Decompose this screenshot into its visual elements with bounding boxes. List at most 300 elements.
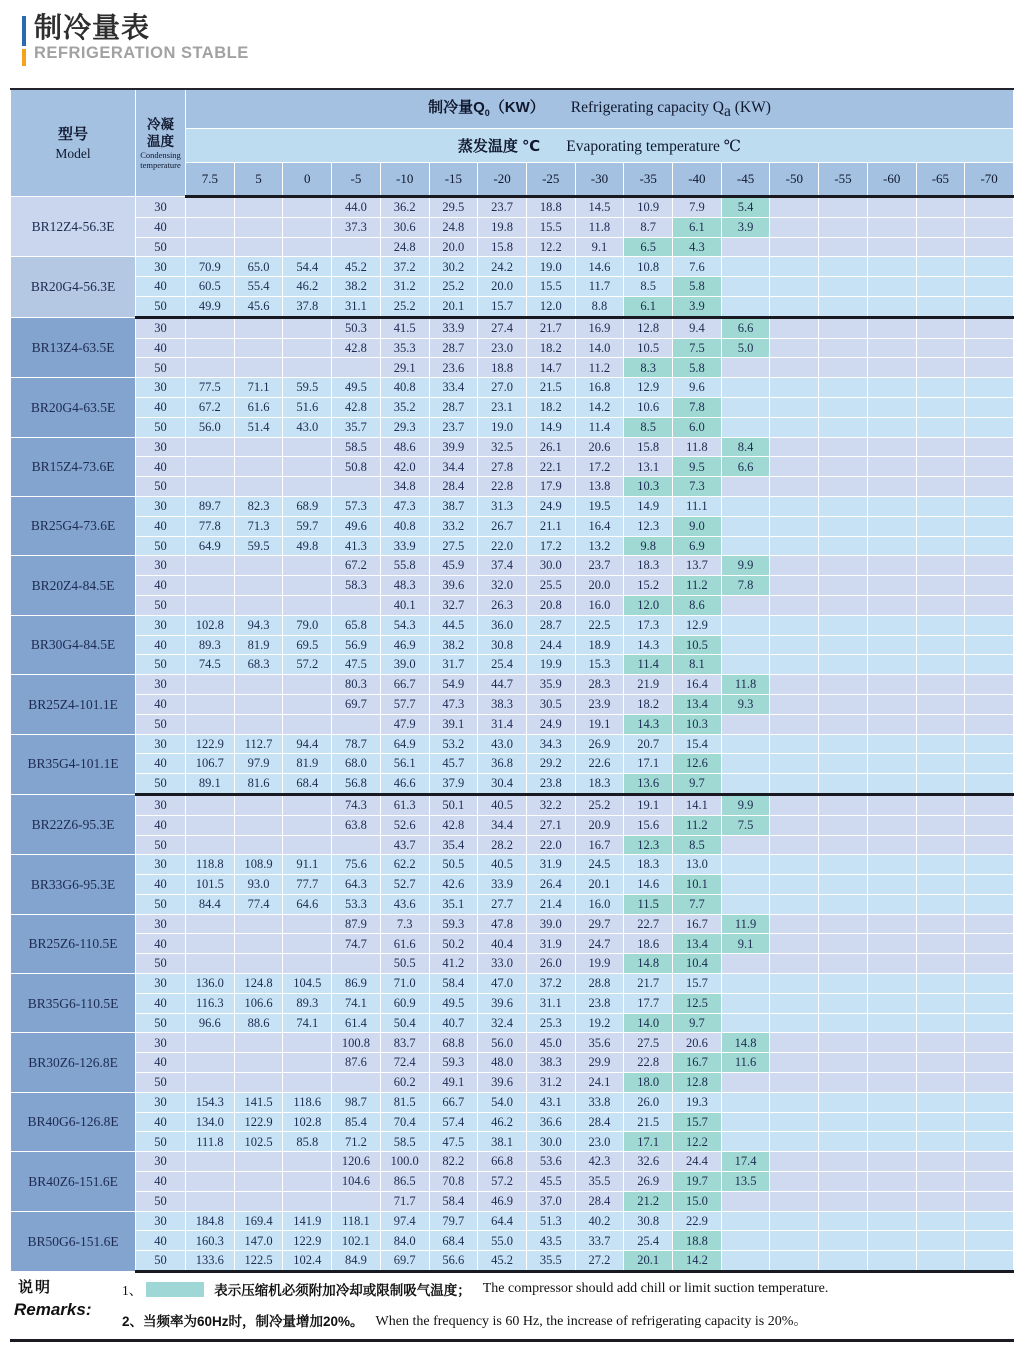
- title-accent-bar-orange: [22, 49, 26, 66]
- condensing-column-header: 冷凝 温度 Condensing temperature: [136, 89, 186, 197]
- capacity-cell: 10.4: [673, 954, 722, 974]
- capacity-cell: 8.3: [624, 358, 673, 378]
- capacity-cell: 16.7: [575, 835, 624, 855]
- capacity-cell: 85.8: [283, 1132, 332, 1152]
- capacity-cell: 133.6: [186, 1251, 235, 1272]
- capacity-cell: 49.6: [332, 516, 381, 536]
- capacity-cell: 44.7: [478, 675, 527, 695]
- capacity-cell: 55.4: [234, 277, 283, 297]
- capacity-cell: [283, 1191, 332, 1211]
- capacity-cell: [867, 1251, 916, 1272]
- capacity-cell: 13.4: [673, 694, 722, 714]
- capacity-cell: [283, 934, 332, 954]
- capacity-cell: 22.6: [575, 754, 624, 774]
- capacity-cell: 60.5: [186, 277, 235, 297]
- capacity-cell: [283, 714, 332, 734]
- capacity-cell: [867, 317, 916, 338]
- capacity-cell: 70.9: [186, 257, 235, 277]
- capacity-cell: [965, 257, 1014, 277]
- capacity-cell: [867, 338, 916, 358]
- capacity-cell: 118.6: [283, 1092, 332, 1112]
- capacity-cell: 11.4: [624, 655, 673, 675]
- capacity-cell: 74.3: [332, 794, 381, 815]
- capacity-cell: 79.0: [283, 615, 332, 635]
- capacity-cell: 102.5: [234, 1132, 283, 1152]
- capacity-cell: [283, 338, 332, 358]
- capacity-cell: [283, 794, 332, 815]
- capacity-cell: 9.0: [673, 516, 722, 536]
- capacity-cell: 106.7: [186, 754, 235, 774]
- capacity-cell: 9.3: [721, 694, 770, 714]
- capacity-cell: [721, 397, 770, 417]
- capacity-cell: [283, 556, 332, 576]
- capacity-cell: [867, 694, 916, 714]
- table-row: [11, 397, 1014, 417]
- capacity-cell: [186, 358, 235, 378]
- capacity-cell: 62.2: [380, 855, 429, 875]
- remark-1-zh: 表示压缩机必须附加冷却或限制吸气温度；: [214, 1283, 471, 1298]
- capacity-cell: [283, 358, 332, 378]
- capacity-cell: [721, 894, 770, 914]
- capacity-cell: 45.6: [234, 296, 283, 317]
- capacity-cell: [867, 1013, 916, 1033]
- capacity-cell: [186, 595, 235, 615]
- capacity-cell: [234, 477, 283, 497]
- capacity-cell: [721, 835, 770, 855]
- table-row: [11, 815, 1014, 835]
- remark-2-zh: 2、当频率为60Hz时，制冷量增加20%。: [122, 1314, 364, 1329]
- capacity-cell: [819, 556, 868, 576]
- table-row: [11, 556, 1014, 576]
- capacity-cell: 54.9: [429, 675, 478, 695]
- capacity-cell: 15.7: [478, 296, 527, 317]
- capacity-cell: 74.7: [332, 934, 381, 954]
- capacity-cell: [819, 993, 868, 1013]
- capacity-cell: 40.2: [575, 1211, 624, 1231]
- table-row: [11, 855, 1014, 875]
- capacity-cell: [965, 1172, 1014, 1192]
- capacity-cell: 22.7: [624, 914, 673, 934]
- capacity-cell: 57.7: [380, 694, 429, 714]
- capacity-cell: [332, 1191, 381, 1211]
- capacity-cell: 30.0: [526, 1132, 575, 1152]
- capacity-cell: 6.6: [721, 457, 770, 477]
- capacity-cell: [283, 815, 332, 835]
- capacity-cell: 19.8: [478, 217, 527, 237]
- capacity-cell: [186, 576, 235, 596]
- capacity-cell: [770, 1251, 819, 1272]
- capacity-cell: [916, 1073, 965, 1093]
- model-name: BR30G4-84.5E: [11, 615, 136, 674]
- condensing-temp-cell: 30: [136, 1211, 186, 1231]
- capacity-cell: 35.6: [575, 1033, 624, 1053]
- condensing-temp-cell: 40: [136, 934, 186, 954]
- capacity-cell: 20.6: [575, 437, 624, 457]
- condensing-temp-cell: 30: [136, 197, 186, 218]
- capacity-cell: 28.2: [478, 835, 527, 855]
- capacity-cell: 15.0: [673, 1191, 722, 1211]
- remarks-section: [14, 1278, 1010, 1341]
- temp-column-header: -25: [526, 163, 575, 197]
- capacity-cell: [916, 1053, 965, 1073]
- capacity-cell: 5.4: [721, 197, 770, 218]
- capacity-cell: [770, 378, 819, 398]
- capacity-cell: [965, 1013, 1014, 1033]
- capacity-cell: 15.8: [478, 237, 527, 257]
- condensing-temp-cell: 40: [136, 815, 186, 835]
- capacity-cell: 71.1: [234, 378, 283, 398]
- capacity-cell: [916, 457, 965, 477]
- capacity-cell: [234, 1053, 283, 1073]
- capacity-cell: 7.8: [673, 397, 722, 417]
- capacity-cell: 46.2: [283, 277, 332, 297]
- capacity-cell: 51.6: [283, 397, 332, 417]
- condensing-temp-cell: 40: [136, 338, 186, 358]
- capacity-cell: [770, 954, 819, 974]
- capacity-cell: 17.9: [526, 477, 575, 497]
- capacity-cell: 47.3: [380, 496, 429, 516]
- capacity-cell: [770, 317, 819, 338]
- capacity-cell: [234, 694, 283, 714]
- capacity-cell: [965, 1053, 1014, 1073]
- capacity-cell: [770, 615, 819, 635]
- capacity-cell: 59.5: [283, 378, 332, 398]
- capacity-cell: 18.2: [624, 694, 673, 714]
- capacity-cell: 25.2: [575, 794, 624, 815]
- condensing-temp-cell: 50: [136, 417, 186, 437]
- capacity-cell: [965, 516, 1014, 536]
- capacity-cell: 93.0: [234, 875, 283, 895]
- capacity-cell: [965, 1191, 1014, 1211]
- capacity-cell: [721, 993, 770, 1013]
- remark-1-en: The compressor should add chill or limit suction temperature.: [482, 1281, 829, 1296]
- capacity-cell: [965, 655, 1014, 675]
- capacity-cell: 78.7: [332, 734, 381, 754]
- condensing-temp-cell: 40: [136, 993, 186, 1013]
- condensing-temp-cell: 50: [136, 477, 186, 497]
- capacity-cell: [916, 516, 965, 536]
- capacity-cell: [186, 1053, 235, 1073]
- temp-column-header: -65: [916, 163, 965, 197]
- capacity-cell: 58.3: [332, 576, 381, 596]
- capacity-cell: 23.0: [478, 338, 527, 358]
- capacity-cell: 89.3: [283, 993, 332, 1013]
- capacity-cell: 7.9: [673, 197, 722, 218]
- capacity-cell: [819, 1172, 868, 1192]
- capacity-cell: 28.3: [575, 675, 624, 695]
- condensing-temp-cell: 30: [136, 1152, 186, 1172]
- capacity-cell: 45.5: [526, 1172, 575, 1192]
- table-row: [11, 417, 1014, 437]
- capacity-cell: [770, 417, 819, 437]
- capacity-cell: 66.8: [478, 1152, 527, 1172]
- capacity-cell: 102.1: [332, 1231, 381, 1251]
- capacity-cell: [965, 934, 1014, 954]
- capacity-cell: 52.6: [380, 815, 429, 835]
- capacity-cell: [819, 1033, 868, 1053]
- capacity-cell: [819, 894, 868, 914]
- capacity-cell: [965, 734, 1014, 754]
- capacity-cell: 13.5: [721, 1172, 770, 1192]
- capacity-cell: 122.9: [186, 734, 235, 754]
- table-row: [11, 1073, 1014, 1093]
- table-row: [11, 1053, 1014, 1073]
- capacity-cell: 53.6: [526, 1152, 575, 1172]
- capacity-cell: [283, 675, 332, 695]
- capacity-cell: [770, 197, 819, 218]
- capacity-cell: [721, 754, 770, 774]
- capacity-cell: [234, 675, 283, 695]
- capacity-cell: 21.7: [526, 317, 575, 338]
- capacity-cell: 19.0: [526, 257, 575, 277]
- capacity-cell: 136.0: [186, 974, 235, 994]
- capacity-cell: 82.2: [429, 1152, 478, 1172]
- capacity-cell: 22.0: [478, 536, 527, 556]
- capacity-cell: [867, 1172, 916, 1192]
- capacity-cell: 23.7: [575, 556, 624, 576]
- capacity-cell: [770, 875, 819, 895]
- capacity-cell: [916, 835, 965, 855]
- capacity-cell: 60.2: [380, 1073, 429, 1093]
- capacity-cell: 30.5: [526, 694, 575, 714]
- capacity-cell: [770, 1172, 819, 1192]
- capacity-cell: 94.4: [283, 734, 332, 754]
- capacity-cell: [770, 1053, 819, 1073]
- capacity-cell: 5.0: [721, 338, 770, 358]
- capacity-cell: 11.8: [721, 675, 770, 695]
- condensing-temp-cell: 40: [136, 694, 186, 714]
- capacity-cell: 8.5: [624, 417, 673, 437]
- capacity-cell: 7.7: [673, 894, 722, 914]
- capacity-cell: 11.1: [673, 496, 722, 516]
- capacity-cell: [332, 477, 381, 497]
- capacity-cell: 38.3: [478, 694, 527, 714]
- capacity-cell: 84.9: [332, 1251, 381, 1272]
- condensing-temp-cell: 50: [136, 835, 186, 855]
- capacity-cell: 41.2: [429, 954, 478, 974]
- capacity-cell: [965, 794, 1014, 815]
- model-name: BR50G6-151.6E: [11, 1211, 136, 1271]
- capacity-cell: [916, 477, 965, 497]
- capacity-cell: [819, 296, 868, 317]
- capacity-cell: [965, 1033, 1014, 1053]
- capacity-cell: [283, 576, 332, 596]
- capacity-cell: 12.8: [673, 1073, 722, 1093]
- capacity-cell: 3.9: [673, 296, 722, 317]
- capacity-cell: [867, 615, 916, 635]
- model-name: BR20Z4-84.5E: [11, 556, 136, 615]
- capacity-cell: 14.8: [721, 1033, 770, 1053]
- capacity-cell: 17.2: [575, 457, 624, 477]
- capacity-cell: 35.2: [380, 397, 429, 417]
- model-name: BR35G6-110.5E: [11, 974, 136, 1033]
- capacity-cell: 19.5: [575, 496, 624, 516]
- capacity-cell: 3.9: [721, 217, 770, 237]
- model-name: BR35G4-101.1E: [11, 734, 136, 794]
- capacity-cell: [770, 675, 819, 695]
- capacity-cell: 85.4: [332, 1112, 381, 1132]
- capacity-cell: [819, 217, 868, 237]
- capacity-cell: [770, 536, 819, 556]
- capacity-cell: 50.4: [380, 1013, 429, 1033]
- capacity-cell: 13.0: [673, 855, 722, 875]
- condensing-temp-cell: 40: [136, 1112, 186, 1132]
- condensing-temp-cell: 30: [136, 914, 186, 934]
- capacity-cell: 26.9: [624, 1172, 673, 1192]
- capacity-cell: 5.8: [673, 277, 722, 297]
- capacity-cell: [819, 855, 868, 875]
- capacity-cell: [965, 993, 1014, 1013]
- capacity-cell: 15.2: [624, 576, 673, 596]
- model-name: BR25Z6-110.5E: [11, 914, 136, 973]
- capacity-cell: [965, 754, 1014, 774]
- capacity-cell: 33.9: [478, 875, 527, 895]
- table-row: [11, 457, 1014, 477]
- capacity-cell: 50.1: [429, 794, 478, 815]
- capacity-cell: [867, 1231, 916, 1251]
- capacity-cell: 20.1: [575, 875, 624, 895]
- model-name: BR25Z4-101.1E: [11, 675, 136, 734]
- capacity-cell: 64.3: [332, 875, 381, 895]
- capacity-cell: 8.8: [575, 296, 624, 317]
- capacity-cell: 39.6: [429, 576, 478, 596]
- condensing-temp-cell: 50: [136, 1251, 186, 1272]
- capacity-cell: [965, 914, 1014, 934]
- capacity-cell: 24.1: [575, 1073, 624, 1093]
- capacity-cell: [867, 1132, 916, 1152]
- capacity-cell: 70.4: [380, 1112, 429, 1132]
- table-row: [11, 714, 1014, 734]
- capacity-header: 制冷量$Q_0(KW)$ Refrigerating capacity $Q_a$ (KW): [186, 89, 1014, 129]
- table-row: [11, 576, 1014, 596]
- table-row: [11, 694, 1014, 714]
- capacity-cell: 24.9: [526, 714, 575, 734]
- capacity-cell: [283, 437, 332, 457]
- capacity-cell: [819, 1073, 868, 1093]
- capacity-cell: 16.4: [575, 516, 624, 536]
- capacity-cell: [770, 516, 819, 536]
- capacity-cell: [965, 358, 1014, 378]
- capacity-cell: [916, 875, 965, 895]
- capacity-cell: [721, 1073, 770, 1093]
- capacity-cell: 24.8: [380, 237, 429, 257]
- condensing-temp-cell: 50: [136, 237, 186, 257]
- capacity-cell: 32.5: [478, 437, 527, 457]
- capacity-cell: [721, 1191, 770, 1211]
- capacity-cell: 23.6: [429, 358, 478, 378]
- capacity-cell: 14.2: [673, 1251, 722, 1272]
- condensing-temp-cell: 50: [136, 1013, 186, 1033]
- capacity-cell: [867, 894, 916, 914]
- capacity-cell: 32.4: [478, 1013, 527, 1033]
- capacity-cell: 15.7: [673, 1112, 722, 1132]
- capacity-cell: 61.3: [380, 794, 429, 815]
- capacity-cell: 41.5: [380, 317, 429, 338]
- capacity-cell: 54.4: [283, 257, 332, 277]
- capacity-cell: 43.0: [478, 734, 527, 754]
- capacity-cell: 27.5: [429, 536, 478, 556]
- capacity-cell: [721, 378, 770, 398]
- model-name: BR33G6-95.3E: [11, 855, 136, 914]
- capacity-cell: 122.9: [283, 1231, 332, 1251]
- capacity-cell: 18.3: [624, 556, 673, 576]
- capacity-cell: 45.0: [526, 1033, 575, 1053]
- capacity-cell: 12.6: [673, 754, 722, 774]
- capacity-cell: [965, 378, 1014, 398]
- capacity-cell: 35.7: [332, 417, 381, 437]
- remark-1: [122, 1279, 1010, 1299]
- capacity-cell: 16.9: [575, 317, 624, 338]
- capacity-cell: 38.3: [526, 1053, 575, 1073]
- capacity-cell: 28.4: [575, 1112, 624, 1132]
- capacity-cell: [965, 296, 1014, 317]
- capacity-cell: 67.2: [186, 397, 235, 417]
- capacity-cell: 12.5: [673, 993, 722, 1013]
- capacity-cell: 122.5: [234, 1251, 283, 1272]
- capacity-cell: [916, 1152, 965, 1172]
- capacity-cell: 36.8: [478, 754, 527, 774]
- capacity-cell: [770, 1132, 819, 1152]
- capacity-cell: 8.7: [624, 217, 673, 237]
- capacity-cell: 58.4: [429, 1191, 478, 1211]
- capacity-cell: 20.8: [526, 595, 575, 615]
- condensing-temp-cell: 50: [136, 296, 186, 317]
- capacity-cell: 44.0: [332, 197, 381, 218]
- capacity-cell: [867, 714, 916, 734]
- capacity-cell: [965, 974, 1014, 994]
- capacity-cell: 118.1: [332, 1211, 381, 1231]
- capacity-cell: [965, 1132, 1014, 1152]
- capacity-cell: 14.7: [526, 358, 575, 378]
- capacity-cell: [770, 556, 819, 576]
- capacity-cell: 45.2: [478, 1251, 527, 1272]
- capacity-cell: 20.9: [575, 815, 624, 835]
- capacity-cell: 27.1: [526, 815, 575, 835]
- capacity-cell: [916, 1251, 965, 1272]
- capacity-cell: 47.5: [429, 1132, 478, 1152]
- capacity-cell: [867, 536, 916, 556]
- capacity-cell: [234, 815, 283, 835]
- capacity-cell: [867, 358, 916, 378]
- capacity-cell: 55.0: [478, 1231, 527, 1251]
- capacity-cell: [867, 477, 916, 497]
- capacity-cell: [770, 1152, 819, 1172]
- capacity-cell: 56.1: [380, 754, 429, 774]
- capacity-cell: 31.9: [526, 855, 575, 875]
- capacity-cell: 16.0: [575, 595, 624, 615]
- capacity-cell: [186, 794, 235, 815]
- capacity-cell: [916, 576, 965, 596]
- capacity-cell: [819, 1191, 868, 1211]
- capacity-cell: [186, 675, 235, 695]
- capacity-cell: [186, 934, 235, 954]
- capacity-cell: 24.9: [526, 496, 575, 516]
- capacity-cell: 67.2: [332, 556, 381, 576]
- capacity-cell: 86.9: [332, 974, 381, 994]
- capacity-cell: 11.2: [673, 576, 722, 596]
- capacity-cell: [234, 1172, 283, 1192]
- capacity-cell: 104.6: [332, 1172, 381, 1192]
- capacity-cell: 39.1: [429, 714, 478, 734]
- capacity-cell: [819, 417, 868, 437]
- capacity-cell: [186, 217, 235, 237]
- temp-column-header: -35: [624, 163, 673, 197]
- condensing-temp-cell: 40: [136, 217, 186, 237]
- capacity-cell: 34.4: [478, 815, 527, 835]
- capacity-cell: [721, 257, 770, 277]
- capacity-cell: 58.4: [429, 974, 478, 994]
- capacity-cell: 68.8: [429, 1033, 478, 1053]
